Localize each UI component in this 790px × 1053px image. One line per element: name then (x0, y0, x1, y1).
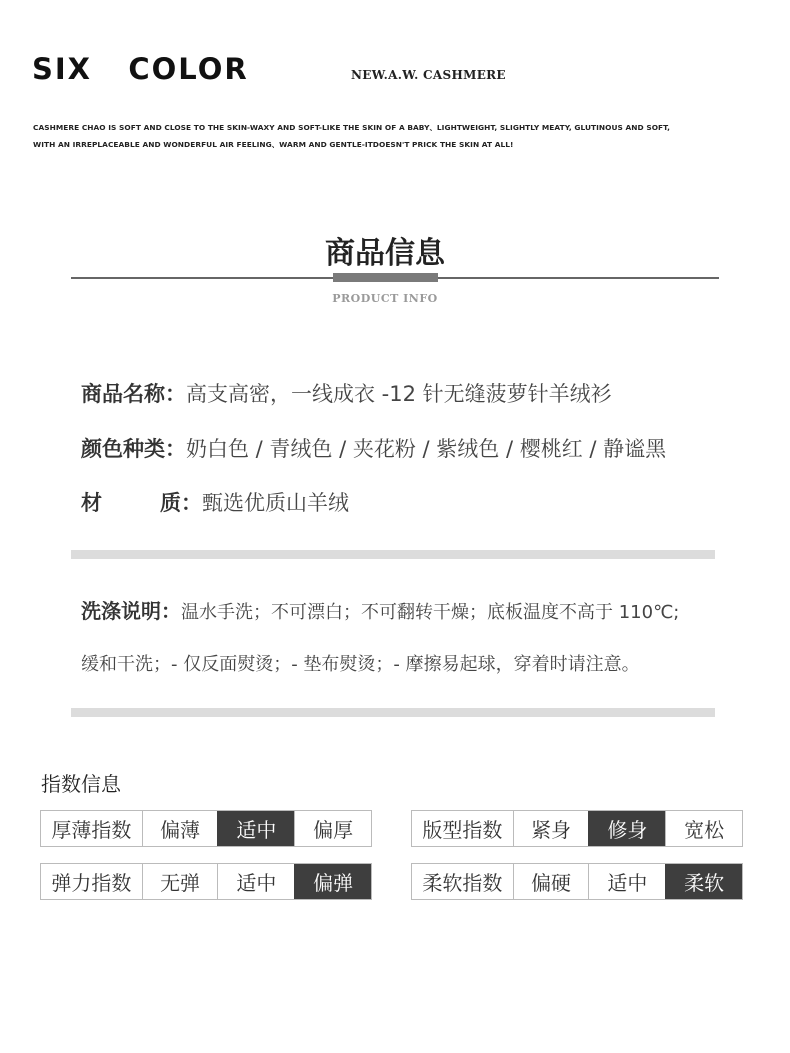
brand-description-line-2: WITH AN IRREPLACEABLE AND WONDERFUL AIR FEELING、WARM AND GENTLE-ITDOESN'T PRICK THE SKIN AT ALL! (33, 140, 514, 149)
index-option-selected: 修身 (588, 811, 665, 846)
index-label: 版型指数 (422, 818, 503, 842)
thickness-index-table (40, 810, 372, 847)
index-option: 适中 (217, 864, 294, 899)
washing-instructions-line-1 (81, 595, 679, 624)
product-material-value: 甄选优质山羊绒 (202, 491, 349, 515)
elasticity-index-table (40, 863, 372, 900)
index-option: 宽松 (665, 811, 742, 846)
softness-index-table (411, 863, 743, 900)
index-option: 无弹 (142, 864, 218, 899)
product-material-row (81, 487, 349, 517)
index-option: 紧身 (513, 811, 589, 846)
product-name-value: 高支高密，一线成衣 -12 针无缝菠萝针羊绒衫 (186, 382, 612, 406)
washing-instructions-line-2: 缓和干洗；- 仅反面熨烫；- 垫布熨烫；- 摩擦易起球，穿着时请注意。 (81, 654, 640, 675)
product-colors-label: 颜色种类： (81, 437, 186, 461)
separator-bar (71, 708, 715, 717)
washing-label: 洗涤说明： (81, 599, 181, 623)
index-option-selected: 柔软 (665, 864, 742, 899)
brand-tagline: NEW.A.W. CASHMERE (351, 68, 506, 82)
brand-logo-text: SIX COLOR (32, 52, 249, 86)
section-subtitle: PRODUCT INFO (332, 292, 438, 305)
brand-description-line-1: CASHMERE CHAO IS SOFT AND CLOSE TO THE SKIN-WAXY AND SOFT-LIKE THE SKIN OF A BABY、LIGHTWEIGHT, SLIGHTLY MEATY, GLUTINOUS AND SOFT, (33, 123, 671, 132)
title-divider-bar (333, 273, 438, 282)
product-material-colon: ： (181, 491, 202, 515)
fit-index-table (411, 810, 743, 847)
index-option: 偏薄 (142, 811, 218, 846)
index-section-title: 指数信息 (41, 772, 121, 796)
index-label: 厚薄指数 (51, 818, 132, 842)
index-label: 柔软指数 (422, 871, 503, 895)
product-name-label: 商品名称： (81, 382, 186, 406)
separator-bar (71, 550, 715, 559)
product-name-row (81, 378, 612, 408)
index-label: 弹力指数 (51, 871, 132, 895)
index-option: 适中 (588, 864, 665, 899)
index-option: 偏厚 (294, 811, 371, 846)
product-colors-value: 奶白色 / 青绒色 / 夹花粉 / 紫绒色 / 樱桃红 / 静谧黑 (186, 437, 667, 461)
washing-text-1: 温水手洗；不可漂白；不可翻转干燥；底板温度不高于 110℃; (181, 602, 680, 623)
product-colors-row (81, 433, 666, 463)
index-option-selected: 偏弹 (294, 864, 371, 899)
section-title: 商品信息 (325, 236, 445, 271)
product-material-label: 材质 (81, 491, 181, 515)
index-option-selected: 适中 (217, 811, 294, 846)
index-option: 偏硬 (513, 864, 589, 899)
